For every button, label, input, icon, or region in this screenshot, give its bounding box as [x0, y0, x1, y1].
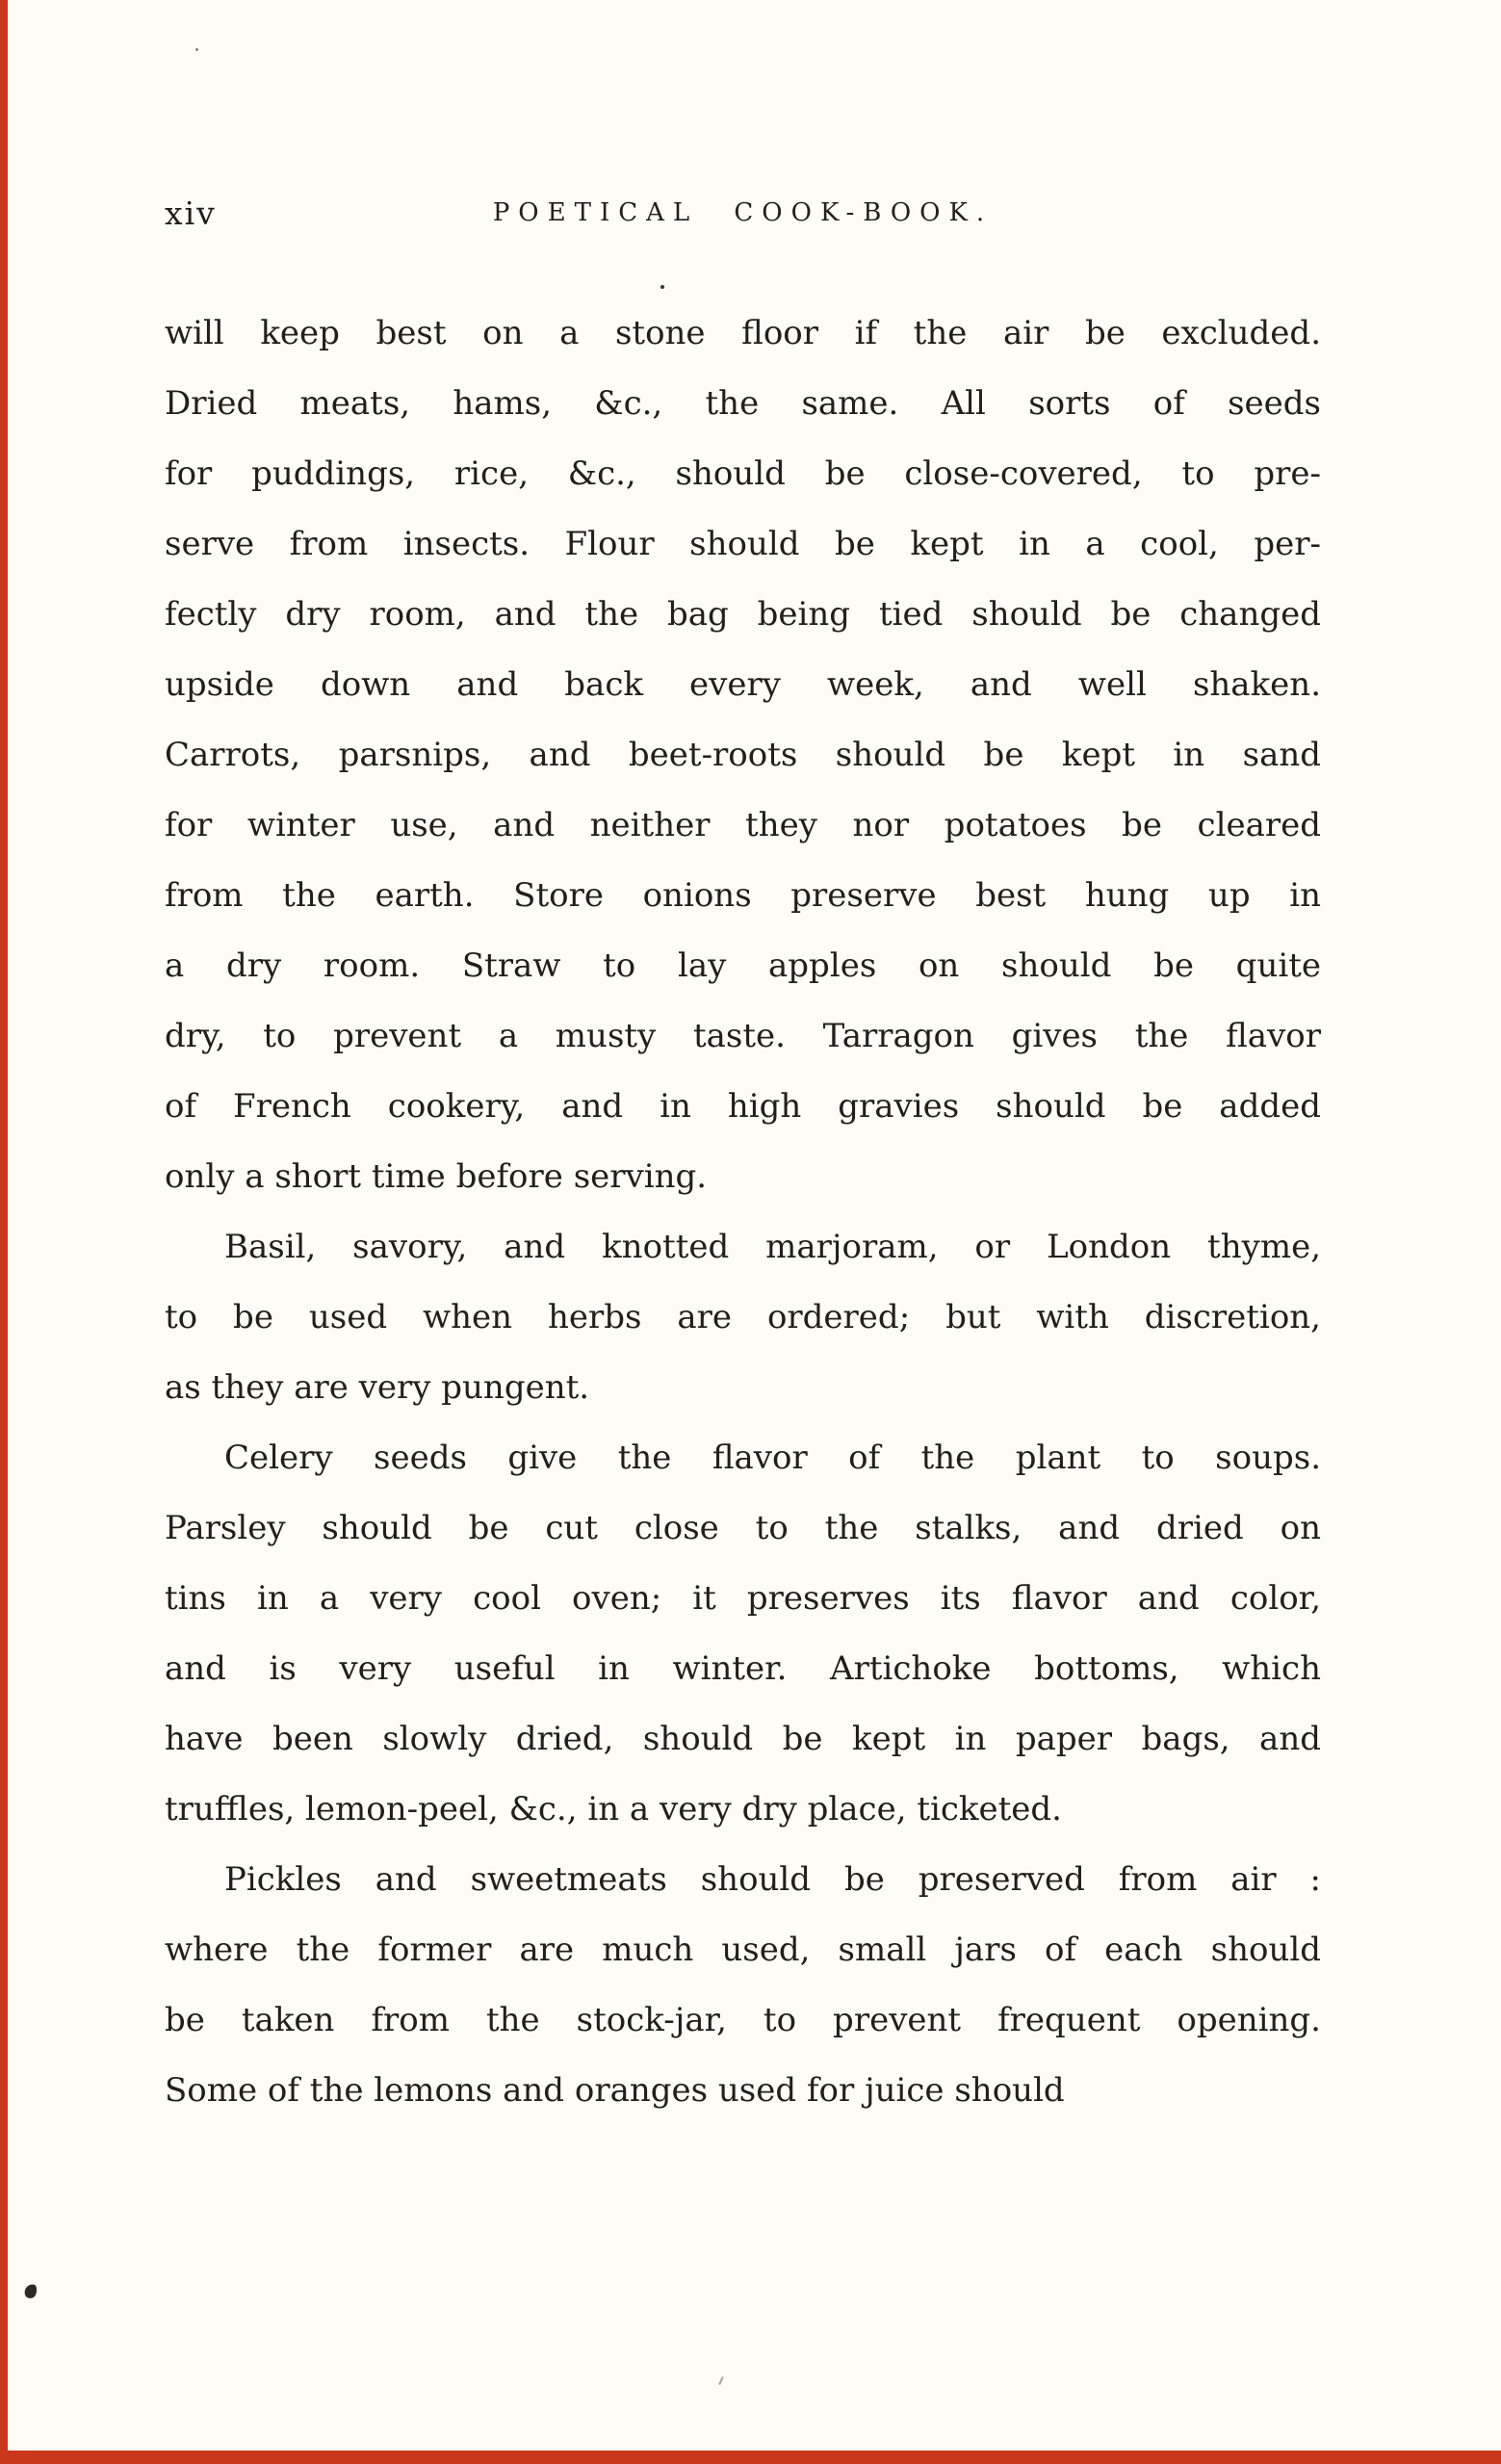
page-text [165, 298, 1321, 2126]
text-line: to be used when herbs are ordered; but with discretion, [165, 1298, 1321, 1336]
text-line: upside down and back every week, and well shaken. [165, 665, 1321, 704]
text-line: have been slowly dried, should be kept in paper bags, and [165, 1720, 1321, 1758]
page-number: xiv [165, 195, 217, 232]
text-line: will keep best on a stone floor if the air be excluded. [165, 314, 1321, 352]
text-line: Basil, savory, and knotted marjoram, or London thyme, [224, 1228, 1321, 1266]
text-line: Dried meats, hams, &c., the same. All sorts of seeds [165, 384, 1321, 423]
text-line: only a short time before serving. [165, 1157, 708, 1196]
text-line: a dry room. Straw to lay apples on should be quite [165, 947, 1321, 985]
text-line: Some of the lemons and oranges used for juice should [165, 2071, 1065, 2110]
scan-border-bottom [0, 2451, 1501, 2464]
scan-border-left [0, 0, 8, 2464]
text-line: from the earth. Store onions preserve best hung up in [165, 876, 1321, 915]
text-line: be taken from the stock-jar, to prevent frequent opening. [165, 2001, 1321, 2039]
text-line: Celery seeds give the flavor of the plant to soups. [224, 1439, 1321, 1477]
text-line: Carrots, parsnips, and beet-roots should be kept in sand [165, 736, 1321, 774]
ink-speck [718, 2376, 723, 2385]
text-line: Pickles and sweetmeats should be preserved from air : [224, 1860, 1321, 1899]
text-line: as they are very pungent. [165, 1368, 590, 1407]
paragraph [165, 1212, 1321, 1423]
text-line: dry, to prevent a musty taste. Tarragon gives the flavor [165, 1017, 1321, 1055]
ink-mark [23, 2283, 39, 2300]
text-line: and is very useful in winter. Artichoke bottoms, which [165, 1649, 1321, 1688]
running-header-title: POETICAL COOK-BOOK. [492, 198, 994, 227]
paragraph [165, 1423, 1321, 1845]
text-line: Parsley should be cut close to the stalks, and dried on [165, 1509, 1321, 1547]
text-line: truffles, lemon-peel, &c., in a very dry place, ticketed. [165, 1790, 1062, 1829]
ink-speck [195, 48, 198, 51]
text-line: where the former are much used, small jars of each should [165, 1931, 1321, 1969]
running-header [165, 193, 1321, 239]
text-line: for puddings, rice, &c., should be close-covered, to pre- [165, 454, 1321, 493]
paragraph [165, 298, 1321, 1212]
text-line: of French cookery, and in high gravies should be added [165, 1087, 1321, 1126]
text-line: serve from insects. Flour should be kept in a cool, per- [165, 525, 1321, 563]
text-line: for winter use, and neither they nor potatoes be cleared [165, 806, 1321, 844]
text-line: tins in a very cool oven; it preserves its flavor and color, [165, 1579, 1321, 1618]
ink-dot [660, 285, 664, 289]
paragraph [165, 1845, 1321, 2126]
text-line: fectly dry room, and the bag being tied should be changed [165, 595, 1321, 634]
